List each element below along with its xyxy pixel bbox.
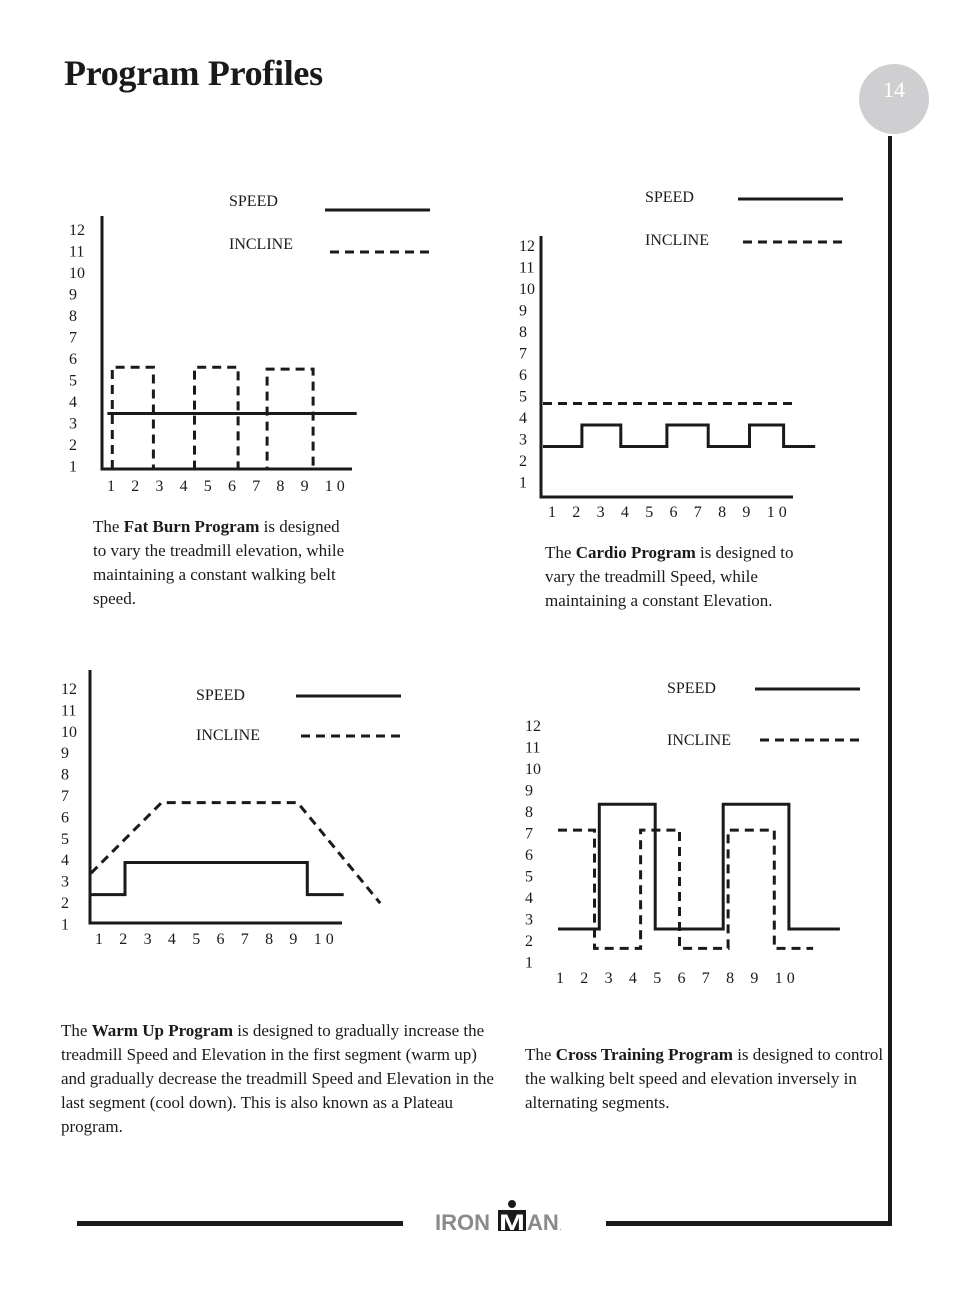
cardio-x-tick-label: 6 <box>669 504 678 521</box>
svg-text:.: . <box>559 1222 562 1233</box>
cross-training-y-tick-label: 12 <box>525 718 541 735</box>
cardio-y-tick-label: 1 <box>519 474 527 492</box>
warm-up-y-tick-label: 7 <box>61 788 69 805</box>
fat-burn-description: The Fat Burn Program is designed to vary the treadmill elevation, while maintaining a constant walking belt speed. <box>93 517 345 608</box>
cross-training-y-tick-label: 9 <box>525 782 533 800</box>
warm-up-y-tick-label: 10 <box>61 723 77 741</box>
cross-training-x-tick-label: 5 <box>653 970 662 987</box>
warm-up-x-tick-label: 5 <box>192 931 201 948</box>
cross-training-y-tick-label: 5 <box>525 868 533 886</box>
cardio-y-tick-label: 7 <box>519 345 527 363</box>
cardio-legend-incline-label: INCLINE <box>645 232 709 249</box>
cardio-x-tick-label: 1 <box>548 504 556 521</box>
fat-burn-incline-line <box>112 367 313 469</box>
cross-training-y-tick-label: 7 <box>525 825 533 843</box>
cardio-y-tick-label: 8 <box>519 324 527 341</box>
warm-up-y-tick-label: 4 <box>61 852 69 870</box>
cardio-x-tick-label: 5 <box>645 504 654 521</box>
fat-burn-y-tick-label: 3 <box>69 415 77 433</box>
cross-training-y-tick-label: 2 <box>525 933 533 950</box>
fat-burn-y-tick-label: 9 <box>69 286 77 304</box>
warm-up-y-tick-label: 6 <box>61 809 69 827</box>
warm-up-x-tick-label: 7 <box>240 931 249 948</box>
svg-text:M: M <box>499 1210 525 1235</box>
cardio-x-tick-label: 1 0 <box>766 504 787 521</box>
cardio-speed-line <box>543 425 815 447</box>
cross-training-x-tick-label: 2 <box>580 970 589 987</box>
cross-training-y-tick-label: 10 <box>525 761 541 778</box>
cross-training-x-tick-label: 8 <box>726 970 735 987</box>
warm-up-legend-speed-label: SPEED <box>196 687 245 704</box>
fat-burn-y-tick-label: 6 <box>69 351 77 368</box>
cardio-y-tick-label: 12 <box>519 238 535 255</box>
cardio-y-tick-label: 9 <box>519 302 527 320</box>
fat-burn-legend-incline-label: INCLINE <box>229 236 293 253</box>
warm-up-x-tick-label: 3 <box>143 931 152 948</box>
fat-burn-legend-speed-label: SPEED <box>229 193 278 210</box>
warm-up-y-tick-label: 8 <box>61 766 69 784</box>
fat-burn-x-tick-label: 9 <box>300 478 309 495</box>
cross-training-y-tick-label: 4 <box>525 890 533 907</box>
fat-burn-x-tick-label: 2 <box>131 478 140 495</box>
page-title: Program Profiles <box>64 53 323 93</box>
cross-training-y-tick-label: 8 <box>525 804 533 821</box>
cardio-y-tick-label: 3 <box>519 431 527 449</box>
warm-up-x-tick-label: 8 <box>265 931 274 948</box>
warm-up-incline-line <box>91 803 380 904</box>
cross-training-speed-line <box>558 804 840 929</box>
fat-burn-x-tick-label: 1 0 <box>324 478 345 495</box>
warm-up-x-tick-label: 1 <box>95 931 103 948</box>
cardio-y-tick-label: 6 <box>519 367 527 384</box>
fat-burn-x-tick-label: 6 <box>228 478 236 495</box>
warm-up-y-tick-label: 12 <box>61 681 77 698</box>
cross-training-y-tick-label: 6 <box>525 847 533 864</box>
cardio-description: The Cardio Program is designed to vary the treadmill Speed, while maintaining a constant Elevation. <box>545 543 794 610</box>
fat-burn-y-tick-label: 12 <box>69 222 85 239</box>
warm-up-legend-incline-label: INCLINE <box>196 727 260 744</box>
fat-burn-y-tick-label: 7 <box>69 329 77 347</box>
cross-training-description: The Cross Training Program is designed to control the walking belt speed and elevation inversely in alternating segments. <box>525 1045 884 1112</box>
cross-training-x-tick-label: 1 0 <box>774 970 795 987</box>
svg-text:AN: AN <box>527 1210 559 1235</box>
cross-training-y-tick-label: 11 <box>525 739 541 757</box>
warm-up-x-tick-label: 2 <box>119 931 128 948</box>
warm-up-y-tick-label: 11 <box>61 702 77 720</box>
warm-up-y-tick-label: 9 <box>61 745 69 763</box>
fat-burn-y-tick-label: 5 <box>69 372 77 390</box>
fat-burn-y-tick-label: 8 <box>69 308 77 325</box>
warm-up-y-tick-label: 1 <box>61 916 69 934</box>
cardio-x-tick-label: 2 <box>572 504 581 521</box>
cardio-y-tick-label: 11 <box>519 259 535 277</box>
cross-training-program-name: Cross Training Program <box>555 1045 733 1064</box>
page-number-badge: 14 <box>859 64 929 134</box>
warm-up-program-name: Warm Up Program <box>91 1021 234 1040</box>
cross-training-legend-incline-label: INCLINE <box>667 732 731 749</box>
cardio-y-tick-label: 10 <box>519 281 535 298</box>
fat-burn-x-tick-label: 7 <box>252 478 261 495</box>
cross-training-y-tick-label: 3 <box>525 911 533 929</box>
fat-burn-y-tick-label: 11 <box>69 243 85 261</box>
cross-training-legend-speed-label: SPEED <box>667 680 716 697</box>
cardio-x-tick-label: 3 <box>596 504 605 521</box>
cross-training-x-tick-label: 4 <box>628 970 637 987</box>
fat-burn-y-tick-label: 4 <box>69 394 77 411</box>
cardio-x-tick-label: 9 <box>742 504 751 521</box>
fat-burn-x-tick-label: 4 <box>179 478 188 495</box>
fat-burn-y-tick-label: 1 <box>69 458 77 476</box>
fat-burn-x-tick-label: 3 <box>155 478 164 495</box>
warm-up-x-tick-label: 9 <box>289 931 298 948</box>
fat-burn-x-tick-label: 8 <box>276 478 285 495</box>
warm-up-speed-line <box>91 863 344 895</box>
cardio-x-tick-label: 8 <box>718 504 727 521</box>
cardio-x-tick-label: 4 <box>620 504 629 521</box>
warm-up-y-tick-label: 2 <box>61 895 69 912</box>
fat-burn-y-tick-label: 2 <box>69 437 77 454</box>
cardio-program-name: Cardio Program <box>575 543 696 562</box>
cardio-y-tick-label: 2 <box>519 453 527 470</box>
svg-text:IRON: IRON <box>435 1210 490 1235</box>
cross-training-incline-line <box>558 830 813 948</box>
fat-burn-y-tick-label: 10 <box>69 265 85 282</box>
fat-burn-program-name: Fat Burn Program <box>123 517 260 536</box>
warm-up-x-tick-label: 1 0 <box>313 931 334 948</box>
cross-training-x-tick-label: 3 <box>604 970 613 987</box>
fat-burn-x-tick-label: 1 <box>107 478 115 495</box>
cardio-y-tick-label: 5 <box>519 388 527 406</box>
cross-training-x-tick-label: 6 <box>677 970 686 987</box>
warm-up-x-tick-label: 6 <box>216 931 225 948</box>
cardio-legend-speed-label: SPEED <box>645 189 694 206</box>
warm-up-description: The Warm Up Program is designed to gradually increase the treadmill Speed and Elevation in the first segment (warm up) and gradually decrease the treadmill Speed and Elevation in the last segment (cool down). This is also known as a Plateau program. <box>61 1021 494 1136</box>
warm-up-x-tick-label: 4 <box>167 931 176 948</box>
cross-training-x-tick-label: 1 <box>556 970 564 987</box>
warm-up-y-tick-label: 5 <box>61 830 69 848</box>
cross-training-x-tick-label: 9 <box>750 970 759 987</box>
cross-training-y-tick-label: 1 <box>525 954 533 972</box>
fat-burn-x-tick-label: 5 <box>203 478 212 495</box>
cross-training-x-tick-label: 7 <box>701 970 710 987</box>
warm-up-y-tick-label: 3 <box>61 873 69 891</box>
cardio-x-tick-label: 7 <box>693 504 702 521</box>
cardio-y-tick-label: 4 <box>519 410 527 427</box>
